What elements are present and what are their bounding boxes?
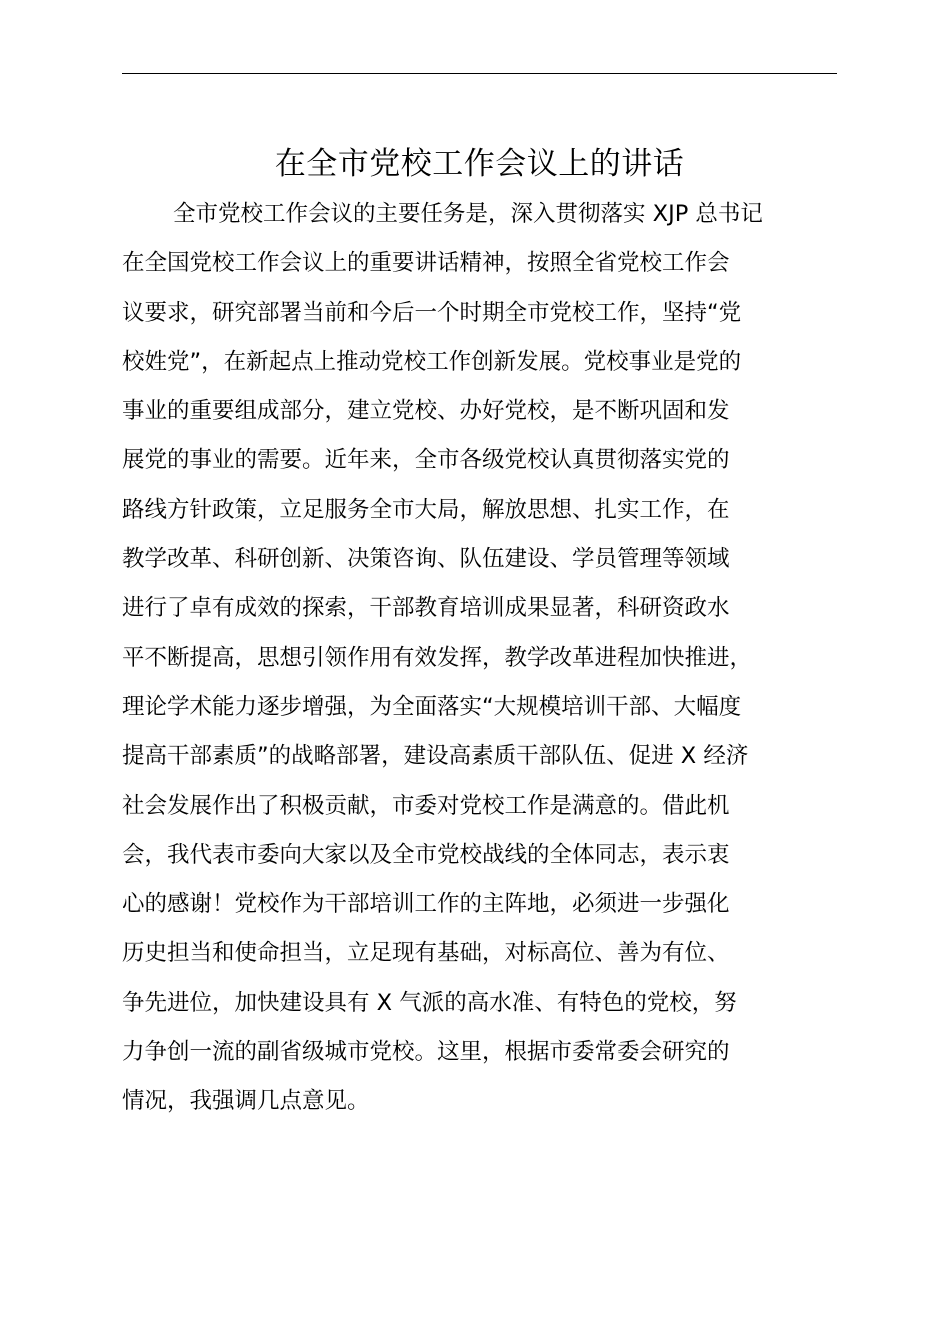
paragraph-line: 展党的事业的需要。近年来，全市各级党校认真贯彻落实党的	[122, 447, 730, 474]
document-title: 在全市党校工作会议上的讲话	[274, 146, 685, 182]
paragraph-line: 会，我代表市委向大家以及全市党校战线的全体同志，表示衷	[122, 841, 730, 868]
paragraph-line: 路线方针政策，立足服务全市大局，解放思想、扎实工作，在	[122, 496, 730, 523]
paragraph-line: 全市党校工作会议的主要任务是，深入贯彻落实 XJP 总书记	[173, 201, 763, 227]
paragraph-line: 心的感谢！党校作为干部培训工作的主阵地，必须进一步强化	[122, 891, 730, 918]
paragraph-line: 争先进位，加快建设具有 X 气派的高水准、有特色的党校，努	[122, 989, 737, 1016]
paragraph-line: 提高干部素质”的战略部署，建设高素质干部队伍、促进 X 经济	[122, 743, 749, 770]
paragraph-line: 理论学术能力逐步增强，为全面落实“大规模培训干部、大幅度	[122, 693, 742, 720]
paragraph-line: 议要求，研究部署当前和今后一个时期全市党校工作，坚持“党	[122, 299, 742, 326]
paragraph-line: 校姓党”，在新起点上推动党校工作创新发展。党校事业是党的	[122, 348, 742, 375]
paragraph-line: 在全国党校工作会议上的重要讲话精神，按照全省党校工作会	[122, 250, 730, 277]
paragraph-line: 事业的重要组成部分，建立党校、办好党校，是不断巩固和发	[122, 398, 730, 425]
paragraph-line: 教学改革、科研创新、决策咨询、队伍建设、学员管理等领域	[122, 546, 730, 573]
paragraph-line: 进行了卓有成效的探索，干部教育培训成果显著，科研资政水	[122, 595, 730, 622]
document-body	[122, 190, 862, 1127]
paragraph-line: 情况，我强调几点意见。	[122, 1088, 370, 1115]
paragraph-line: 平不断提高，思想引领作用有效发挥，教学改革进程加快推进，	[122, 644, 753, 671]
header-rule	[122, 73, 837, 74]
paragraph-line: 社会发展作出了积极贡献，市委对党校工作是满意的。借此机	[122, 792, 730, 819]
paragraph-line: 历史担当和使命担当，立足现有基础，对标高位、善为有位、	[122, 940, 730, 967]
paragraph-line: 力争创一流的副省级城市党校。这里，根据市委常委会研究的	[122, 1039, 730, 1066]
